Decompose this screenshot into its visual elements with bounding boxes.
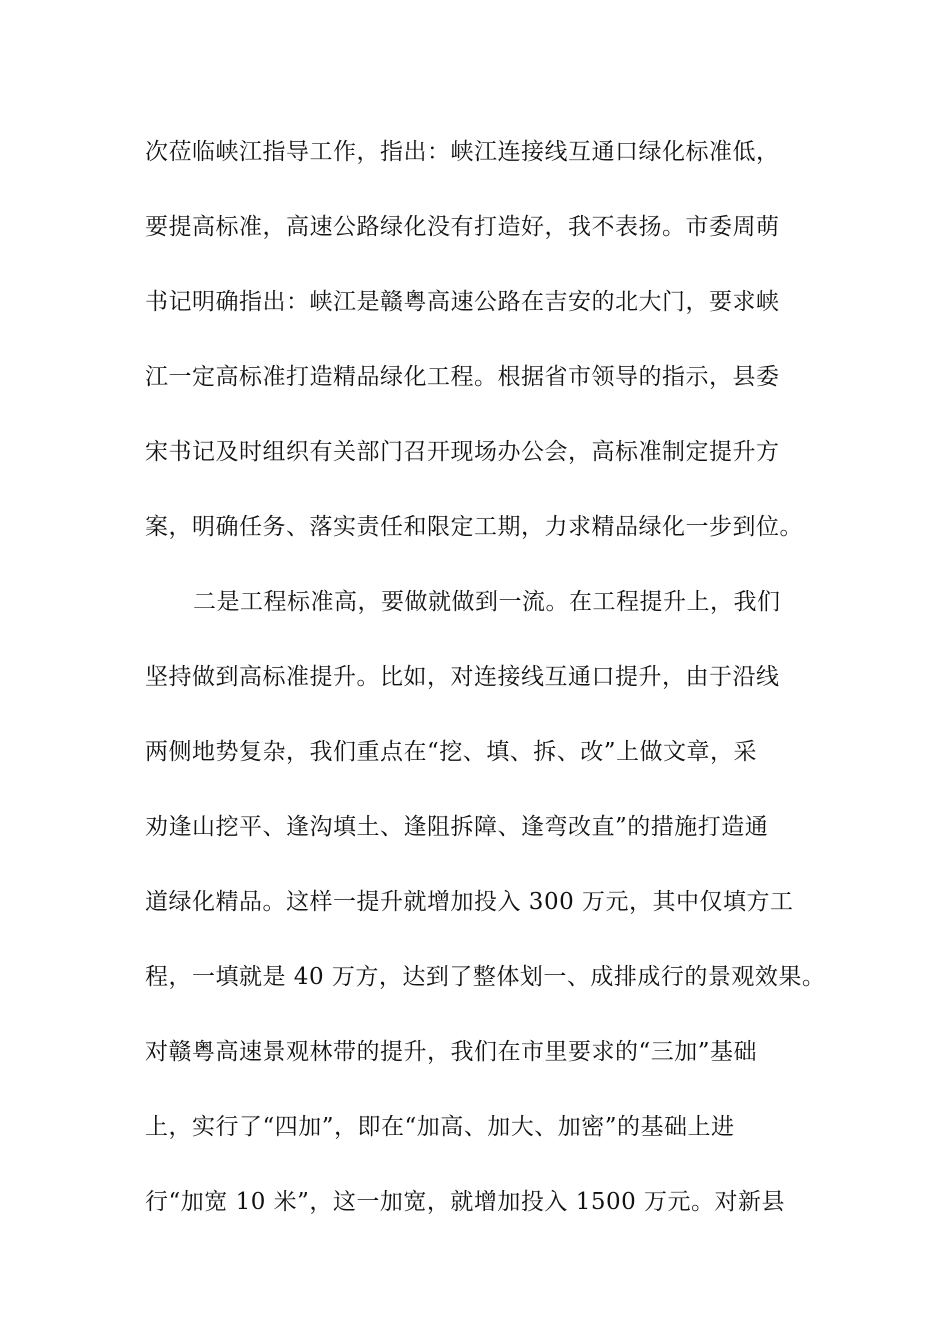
text-line-1: 次莅临峡江指导工作，指出：峡江连接线互通口绿化标准低， [145,139,780,165]
text-line-3: 书记明确指出：峡江是赣粤高速公路在吉安的北大门，要求峡 [145,289,780,315]
text-line-5: 宋书记及时组织有关部门召开现场办公会，高标准制定提升方 [145,439,780,465]
text-line-13: 对赣粤高速景观林带的提升，我们在市里要求的“三加”基础 [145,1039,758,1065]
text-line-14: 上，实行了“四加”，即在“加高、加大、加密”的基础上进 [145,1114,735,1140]
text-line-4: 江一定高标准打造精品绿化工程。根据省市领导的指示，县委 [145,364,780,390]
text-line-10: 劝逢山挖平、逢沟填土、逢阻拆障、逢弯改直”的措施打造通 [145,814,769,840]
paragraph-start-line: 二是工程标准高，要做就做到一流。在工程提升上，我们 [193,589,781,615]
text-line-12: 程，一填就是 40 万方，达到了整体划一、成排成行的景观效果。 [145,964,826,990]
text-line-6: 案，明确任务、落实责任和限定工期，力求精品绿化一步到位。 [145,514,803,540]
text-line-2: 要提高标准，高速公路绿化没有打造好，我不表扬。市委周萌 [145,214,780,240]
text-line-8: 坚持做到高标准提升。比如，对连接线互通口提升，由于沿线 [145,664,780,690]
text-line-15: 行“加宽 10 米”，这一加宽，就增加投入 1500 万元。对新县 [145,1189,786,1215]
text-line-9: 两侧地势复杂，我们重点在“挖、填、拆、改”上做文章，采 [145,739,758,765]
text-line-11: 道绿化精品。这样一提升就增加投入 300 万元，其中仅填方工 [145,889,794,915]
